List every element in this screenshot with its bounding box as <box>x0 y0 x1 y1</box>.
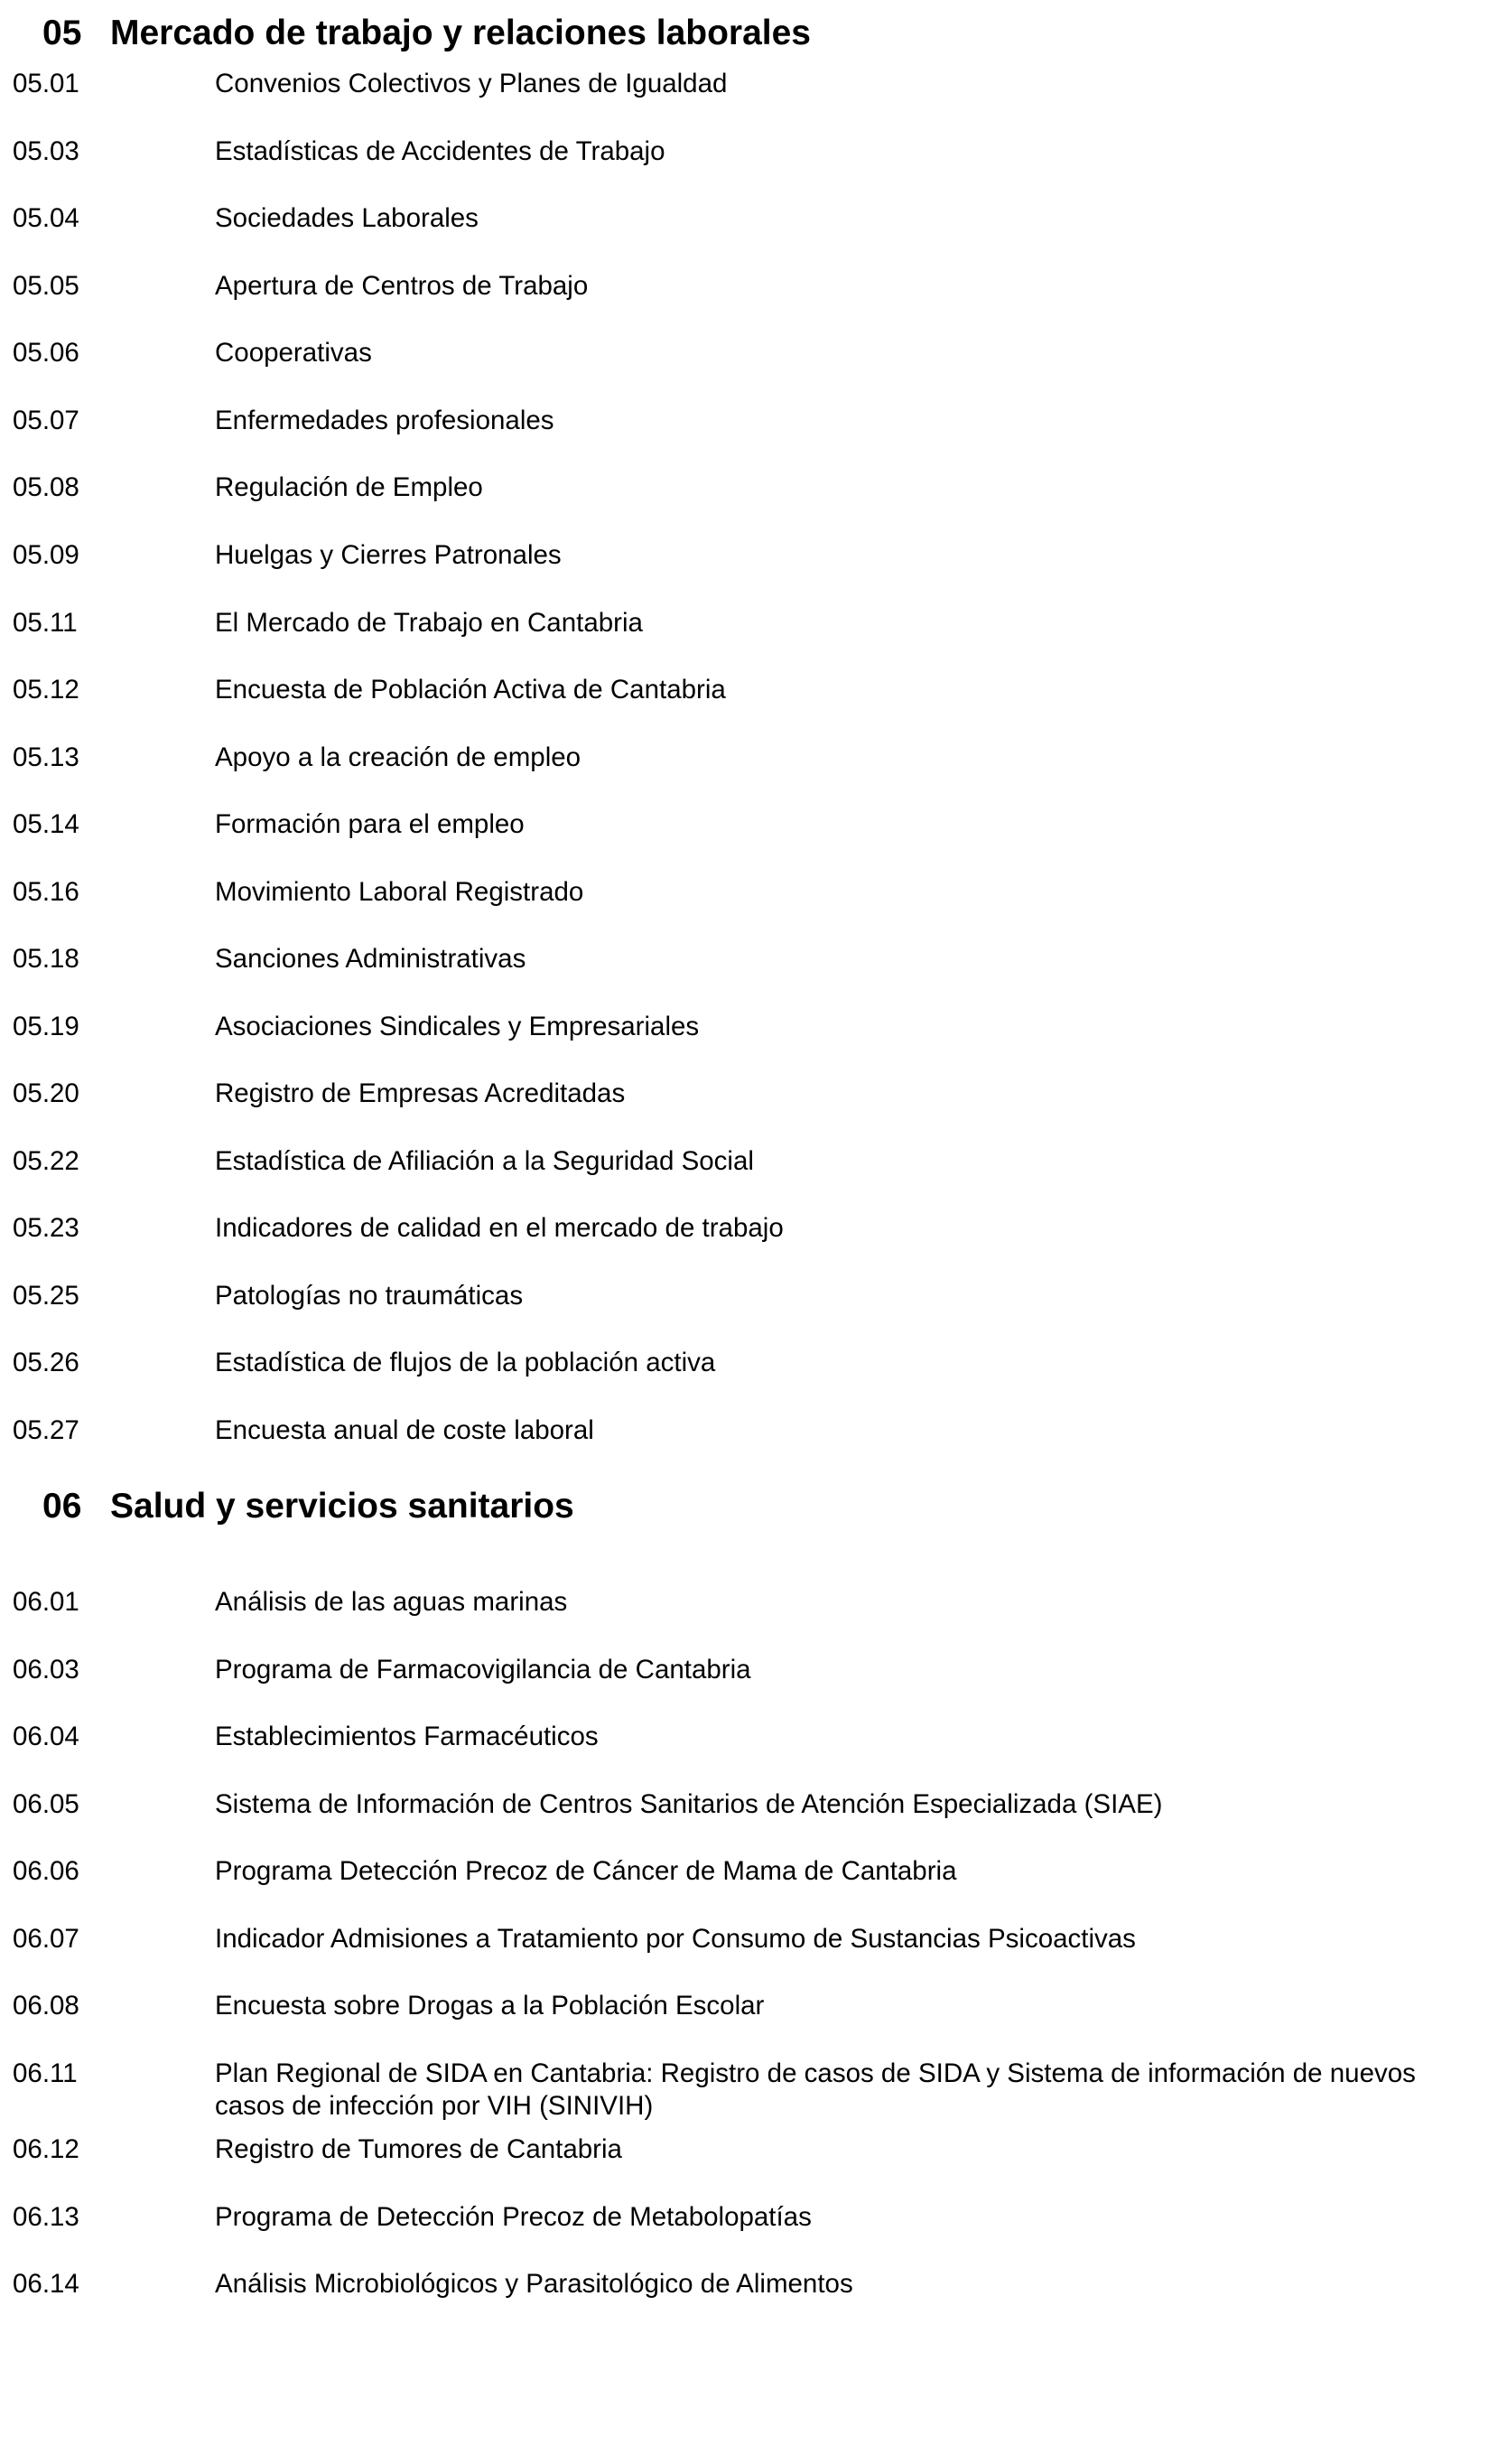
item-title: Encuesta anual de coste laboral <box>215 1415 594 1445</box>
item-title: Análisis Microbiológicos y Parasitológico de Alimentos <box>215 2269 853 2299</box>
item-code: 06.04 <box>13 1722 79 1751</box>
item-title: Encuesta sobre Drogas a la Población Escolar <box>215 1991 765 2021</box>
item-code: 05.08 <box>13 472 79 502</box>
item-code: 06.06 <box>13 1856 79 1886</box>
item-code: 05.09 <box>13 540 79 570</box>
item-title: Indicador Admisiones a Tratamiento por Consumo de Sustancias Psicoactivas <box>215 1924 1136 1954</box>
item-code: 05.14 <box>13 809 79 839</box>
item-title: Indicadores de calidad en el mercado de trabajo <box>215 1213 784 1243</box>
item-title: Estadísticas de Accidentes de Trabajo <box>215 136 665 166</box>
item-code: 05.23 <box>13 1213 79 1243</box>
item-title: Enfermedades profesionales <box>215 406 554 435</box>
item-code: 05.04 <box>13 203 79 233</box>
item-title: El Mercado de Trabajo en Cantabria <box>215 608 643 638</box>
item-code: 05.13 <box>13 742 79 772</box>
item-title: Programa Detección Precoz de Cáncer de Mama de Cantabria <box>215 1856 957 1886</box>
item-title: Estadística de Afiliación a la Seguridad Social <box>215 1146 754 1176</box>
item-title: Registro de Empresas Acreditadas <box>215 1078 626 1108</box>
item-title: Encuesta de Población Activa de Cantabria <box>215 675 726 705</box>
item-code: 05.20 <box>13 1078 79 1108</box>
item-title: Análisis de las aguas marinas <box>215 1587 568 1617</box>
section-number: 06 <box>42 1487 82 1526</box>
section-heading-06 <box>42 1486 574 1527</box>
item-code: 05.22 <box>13 1146 79 1176</box>
item-code: 05.19 <box>13 1012 79 1041</box>
item-title: Cooperativas <box>215 338 372 368</box>
item-code: 05.01 <box>13 69 79 98</box>
item-title: Sociedades Laborales <box>215 203 479 233</box>
item-title: Sistema de Información de Centros Sanitarios de Atención Especializada (SIAE) <box>215 1789 1163 1819</box>
item-code: 05.03 <box>13 136 79 166</box>
item-code: 05.05 <box>13 271 79 301</box>
item-title: Plan Regional de SIDA en Cantabria: Registro de casos de SIDA y Sistema de información de nuevos casos de infección por VIH (SINIVIH) <box>215 2058 1416 2121</box>
item-code: 06.01 <box>13 1587 79 1617</box>
item-code: 05.12 <box>13 675 79 705</box>
section-number: 05 <box>42 14 82 52</box>
item-code: 06.12 <box>13 2134 79 2164</box>
item-title: Apoyo a la creación de empleo <box>215 742 581 772</box>
item-code: 05.25 <box>13 1281 79 1311</box>
item-title: Formación para el empleo <box>215 809 525 839</box>
item-code: 06.08 <box>13 1991 79 2021</box>
item-title: Patologías no traumáticas <box>215 1281 524 1311</box>
item-title: Establecimientos Farmacéuticos <box>215 1722 599 1751</box>
item-code: 05.11 <box>13 608 78 638</box>
item-title: Sanciones Administrativas <box>215 944 526 974</box>
item-code: 05.27 <box>13 1415 79 1445</box>
item-code: 05.16 <box>13 877 79 907</box>
section-title: Mercado de trabajo y relaciones laborales <box>110 14 811 52</box>
item-code: 05.06 <box>13 338 79 368</box>
item-code: 06.13 <box>13 2202 79 2232</box>
section-heading-05 <box>42 13 811 54</box>
item-title: Programa de Farmacovigilancia de Cantabria <box>215 1655 751 1685</box>
item-title: Regulación de Empleo <box>215 472 483 502</box>
item-code: 06.05 <box>13 1789 79 1819</box>
item-code: 06.03 <box>13 1655 79 1685</box>
item-title: Programa de Detección Precoz de Metabolopatías <box>215 2202 812 2232</box>
item-title: Apertura de Centros de Trabajo <box>215 271 589 301</box>
item-code: 06.14 <box>13 2269 79 2299</box>
item-title: Estadística de flujos de la población activa <box>215 1348 716 1377</box>
item-title: Registro de Tumores de Cantabria <box>215 2134 622 2164</box>
item-title: Movimiento Laboral Registrado <box>215 877 584 907</box>
item-title: Huelgas y Cierres Patronales <box>215 540 562 570</box>
item-code: 05.07 <box>13 406 79 435</box>
item-title: Convenios Colectivos y Planes de Igualdad <box>215 69 728 98</box>
item-code: 06.07 <box>13 1924 79 1954</box>
item-code: 05.18 <box>13 944 79 974</box>
item-code: 05.26 <box>13 1348 79 1377</box>
item-title: Asociaciones Sindicales y Empresariales <box>215 1012 700 1041</box>
item-code: 06.11 <box>13 2058 78 2088</box>
section-title: Salud y servicios sanitarios <box>110 1487 574 1526</box>
